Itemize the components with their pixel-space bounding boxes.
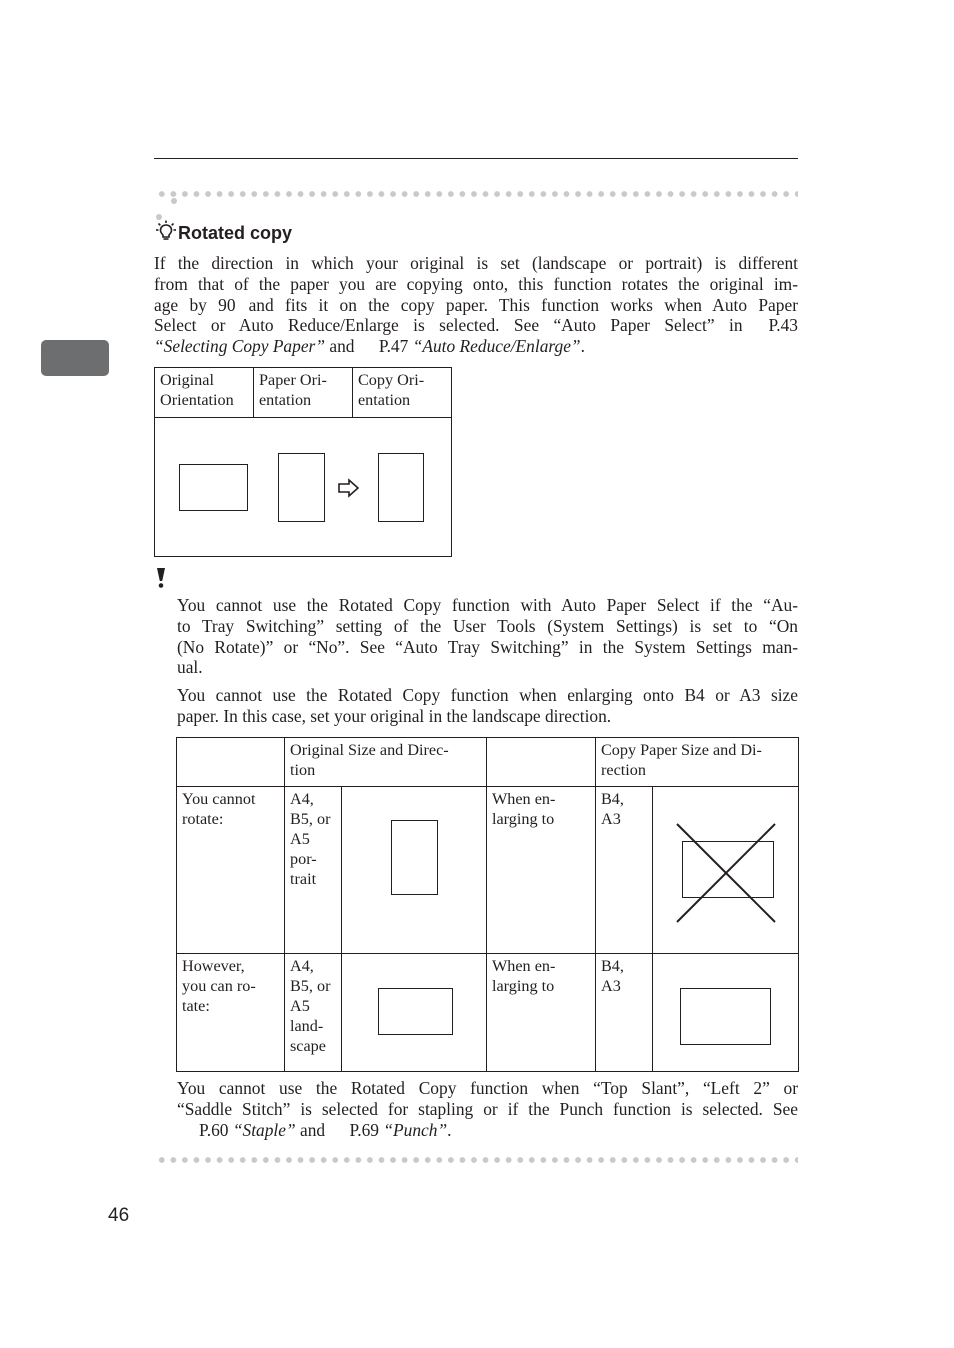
note-line: paper. In this case, set your original in the landscape direction. [177, 705, 612, 726]
header-text: Copy Paper Size and Di- [601, 741, 762, 759]
header-text: Original [160, 371, 214, 389]
reference-title[interactable]: “Staple” [232, 1119, 296, 1140]
section-dotted-border-top [156, 190, 798, 198]
page-reference[interactable]: P.43 [768, 315, 798, 336]
cell-text: A5 [290, 997, 310, 1015]
closing-line: You cannot use the Rotated Copy function when “Top Slant”, “Left 2” or [177, 1078, 798, 1098]
header-text: Original Size and Direc- [290, 741, 449, 759]
table-header-row [155, 368, 452, 418]
intro-line: from that of the paper you are copying onto, this function rotates the original im- [154, 273, 798, 294]
landscape-original-shape [378, 988, 453, 1035]
section-dotted-border-bottom [156, 1156, 798, 1164]
intro-line [154, 336, 798, 357]
header-text: entation [358, 391, 411, 409]
table-header-row [177, 738, 799, 787]
period: . [447, 1119, 452, 1140]
cell-text: B5, or [290, 977, 331, 995]
conjunction: and [300, 1119, 326, 1140]
closing-paragraph [177, 1078, 798, 1140]
table-header-cell [353, 368, 452, 418]
cell-text: A5 [290, 830, 310, 848]
period: . [580, 336, 585, 357]
table-header-cell [285, 738, 487, 787]
closing-line: “Saddle Stitch” is selected for stapling or if the Punch function is selected. See [177, 1098, 798, 1119]
intro-line-b: and fits it on the copy paper. This function works when Auto Paper [248, 294, 798, 315]
copy-size-cell [596, 954, 653, 1072]
cell-text: A3 [601, 977, 621, 995]
landscape-copy-shape [680, 988, 771, 1045]
portrait-copy-shape [378, 453, 424, 522]
note-line: to Tray Switching” setting of the User Tools (System Settings) is set to “On [177, 615, 798, 636]
landscape-original-shape [179, 464, 248, 511]
intro-line [154, 315, 798, 336]
cell-text: B4, [601, 957, 624, 975]
header-text: Paper Ori- [259, 371, 327, 389]
size-cell [285, 787, 342, 954]
cell-text: A3 [601, 810, 621, 828]
cell-text: You cannot [182, 790, 256, 808]
page-reference[interactable]: P.69 [349, 1119, 379, 1140]
note-line: (No Rotate)” or “No”. See “Auto Tray Switching” in the System Settings man- [177, 636, 798, 657]
when-cell [487, 787, 596, 954]
cell-text: scape [290, 1037, 326, 1055]
conjunction: and [329, 336, 355, 357]
cell-text: A4, [290, 790, 314, 808]
closing-line [177, 1120, 798, 1141]
intro-line [154, 295, 798, 316]
intro-line-a: age by 90 [154, 294, 236, 315]
intro-line-a: Select or Auto Reduce/Enlarge is selected. See “Auto Paper Select” in [154, 315, 743, 336]
note-line: You cannot use the Rotated Copy function with Auto Paper Select if the “Au- [177, 595, 798, 615]
table-header-cell [177, 738, 285, 787]
dotted-border-dot [171, 198, 177, 204]
note-line: You cannot use the Rotated Copy function when enlarging onto B4 or A3 size [177, 685, 798, 705]
cell-text: B4, [601, 790, 624, 808]
table-header-cell [155, 368, 254, 418]
cell-text: land- [290, 1017, 324, 1035]
reference-title[interactable]: “Auto Reduce/Enlarge” [412, 336, 581, 357]
header-text: Copy Ori- [358, 371, 425, 389]
page-reference[interactable]: P.47 [378, 336, 409, 357]
cell-text: larging to [492, 977, 555, 995]
section-title: Rotated copy [178, 223, 293, 243]
cell-text: When en- [492, 790, 556, 808]
note-paragraph [177, 595, 798, 678]
cell-text: you can ro- [182, 977, 256, 995]
header-text: entation [259, 391, 312, 409]
header-text: tion [290, 761, 316, 779]
reference-title[interactable]: “Selecting Copy Paper” [154, 336, 325, 357]
table-header-cell [254, 368, 353, 418]
cell-text: A4, [290, 957, 314, 975]
section-heading [156, 220, 292, 247]
portrait-paper-shape [278, 453, 325, 522]
portrait-original-shape [391, 820, 438, 895]
table-header-cell [596, 738, 799, 787]
row-label-cell [177, 787, 285, 954]
page-number: 46 [108, 1205, 130, 1226]
copy-size-cell [596, 787, 653, 954]
header-text: rection [601, 761, 646, 779]
intro-line: If the direction in which your original is set (landscape or portrait) is different [154, 253, 798, 273]
lightbulb-icon [156, 220, 176, 247]
reference-title[interactable]: “Punch” [383, 1119, 448, 1140]
cell-text: larging to [492, 810, 555, 828]
cell-text: However, [182, 957, 245, 975]
note-line: ual. [177, 657, 203, 678]
header-rule [154, 158, 798, 159]
cell-text: When en- [492, 957, 556, 975]
when-cell [487, 954, 596, 1072]
table-header-cell [487, 738, 596, 787]
cross-out-icon [676, 823, 776, 928]
cell-text: rotate: [182, 810, 224, 828]
page-reference[interactable]: P.60 [199, 1119, 229, 1140]
intro-paragraph [154, 253, 798, 357]
cell-text: por- [290, 850, 317, 868]
chapter-tab [41, 340, 109, 376]
note-paragraph [177, 685, 798, 727]
exclamation-icon [154, 567, 168, 594]
cell-text: tate: [182, 997, 210, 1015]
arrow-right-icon [337, 478, 361, 503]
row-label-cell [177, 954, 285, 1072]
cell-text: trait [290, 870, 317, 888]
cell-text: B5, or [290, 810, 331, 828]
header-text: Orientation [160, 391, 234, 409]
size-cell [285, 954, 342, 1072]
